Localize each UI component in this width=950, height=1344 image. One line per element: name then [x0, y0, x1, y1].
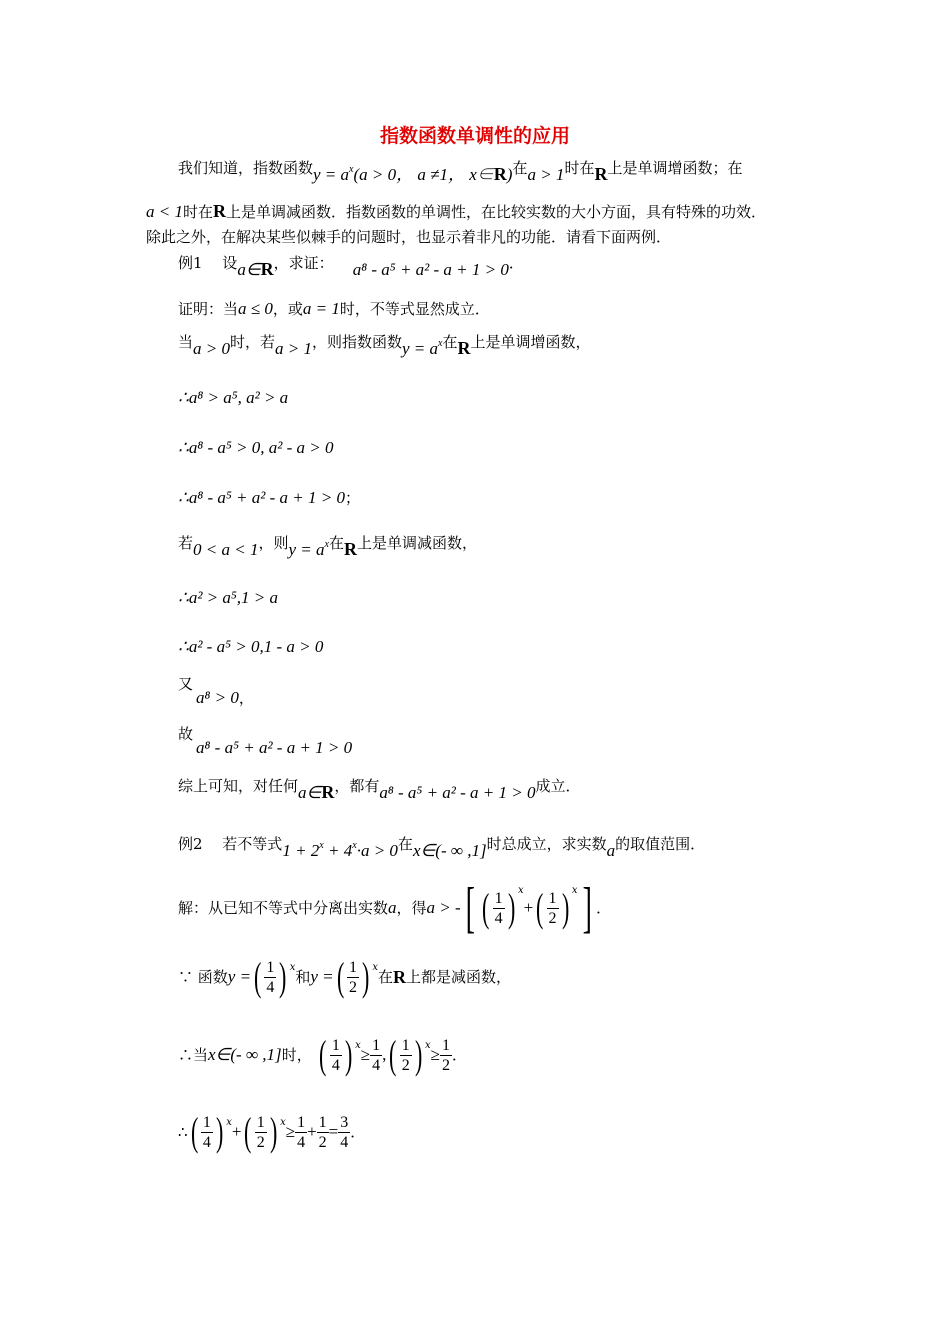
example2-statement: 例2 若不等式$1 + 2^x + 4^x\cdot a > 0$在x∈(- ∞ ,1]时总成立，求实数a的取值范围．	[178, 835, 706, 860]
solution-line-4: ∴ ( $\frac{1}{4}$ ) $^x$ + ( $\frac{1}{2}$ ) $^x$ ≥ $\frac{1}{4}$ + $\frac{1}{2}$ = $\frac{3}{4}$ ．	[178, 1109, 366, 1154]
proof-step-7: a⁸ - a⁵ + a² - a + 1 > 0	[196, 738, 353, 757]
intro-R-1: R	[594, 164, 608, 184]
intro-text-4: 上是单调增函数；在	[607, 159, 743, 177]
intro-text-3: 时在	[564, 159, 595, 177]
proof-therefore: 故	[178, 725, 194, 743]
document-title: 指数函数单调性的应用	[379, 125, 570, 147]
proof-step-1: ∴a⁸ > a⁵, a² > a	[178, 388, 289, 407]
proof-line-2: 当a > 0时，若a > 1，则指数函数$y = a^x$在R上是单调增函数，	[178, 333, 591, 358]
intro-line-2: a < 1时在R上是单调减函数．指数函数的单调性，在比较实数的大小方面，具有特殊的功效．	[146, 201, 767, 221]
proof-line-case2: 若0 < a < 1，则$y = a^x$在R上是单调减函数，	[178, 534, 477, 559]
example1-statement: 例1 设a∈R，求证： a⁸ - a⁵ + a² - a + 1 > 0．	[178, 254, 524, 279]
example1-formula-1: a∈R	[237, 259, 274, 279]
proof-conclusion: 综上可知，对任何a∈R，都有a⁸ - a⁵ + a² - a + 1 > 0成立．	[178, 777, 581, 802]
intro-line-1	[178, 152, 743, 184]
example1-formula-2: a⁸ - a⁵ + a² - a + 1 > 0	[352, 260, 509, 279]
proof-line-1: 证明：当a ≤ 0，或a = 1时，不等式显然成立．	[178, 299, 490, 318]
proof-step-2: ∴a⁸ - a⁵ > 0, a² - a > 0	[178, 438, 334, 457]
solution-line-2: ∵ 函数 y = ( $\frac{1}{4}$ ) $^x$ 和 y = ( $\frac{1}{2}$ ) $^x$ 在 R 上都是减函数，	[178, 954, 511, 999]
solution-line-1: 解：从已知不等式中分离出实数 a ，得 a > - [ ( $\frac{1}{4}$ ) $^x$ + ( $\frac{1}{2}$ ) $^x$ ] ．	[178, 877, 612, 939]
intro-formula-2: a > 1	[527, 165, 565, 184]
intro-text-1: 我们知道，指数函数	[178, 159, 314, 177]
intro-R-2: R	[213, 201, 226, 221]
intro-formula-1: $y = a^x(a > 0$， a ≠1， x∈R)	[313, 164, 513, 184]
proof-also: 又	[178, 675, 194, 693]
solution-line-3: ∴当 x∈(- ∞ ,1] 时， ( $\frac{1}{4}$ ) $^x$ ≥ $\frac{1}{4}$ , ( $\frac{1}{2}$ ) $^x$ ≥ $\frac{1}{2}$ ．	[178, 1032, 468, 1077]
intro-line-3: 除此之外，在解决某些似棘手的问题时，也显示着非凡的功能．请看下面两例．	[146, 228, 672, 246]
intro-text-2: 在	[512, 159, 528, 177]
intro-formula-3: a < 1	[146, 202, 183, 221]
proof-step-6: a⁸ > 0，	[196, 688, 254, 707]
proof-step-5: ∴a² - a⁵ > 0,1 - a > 0	[178, 637, 324, 656]
proof-step-4: ∴a² > a⁵,1 > a	[178, 588, 279, 607]
proof-step-3: ∴a⁸ - a⁵ + a² - a + 1 > 0；	[178, 488, 360, 507]
